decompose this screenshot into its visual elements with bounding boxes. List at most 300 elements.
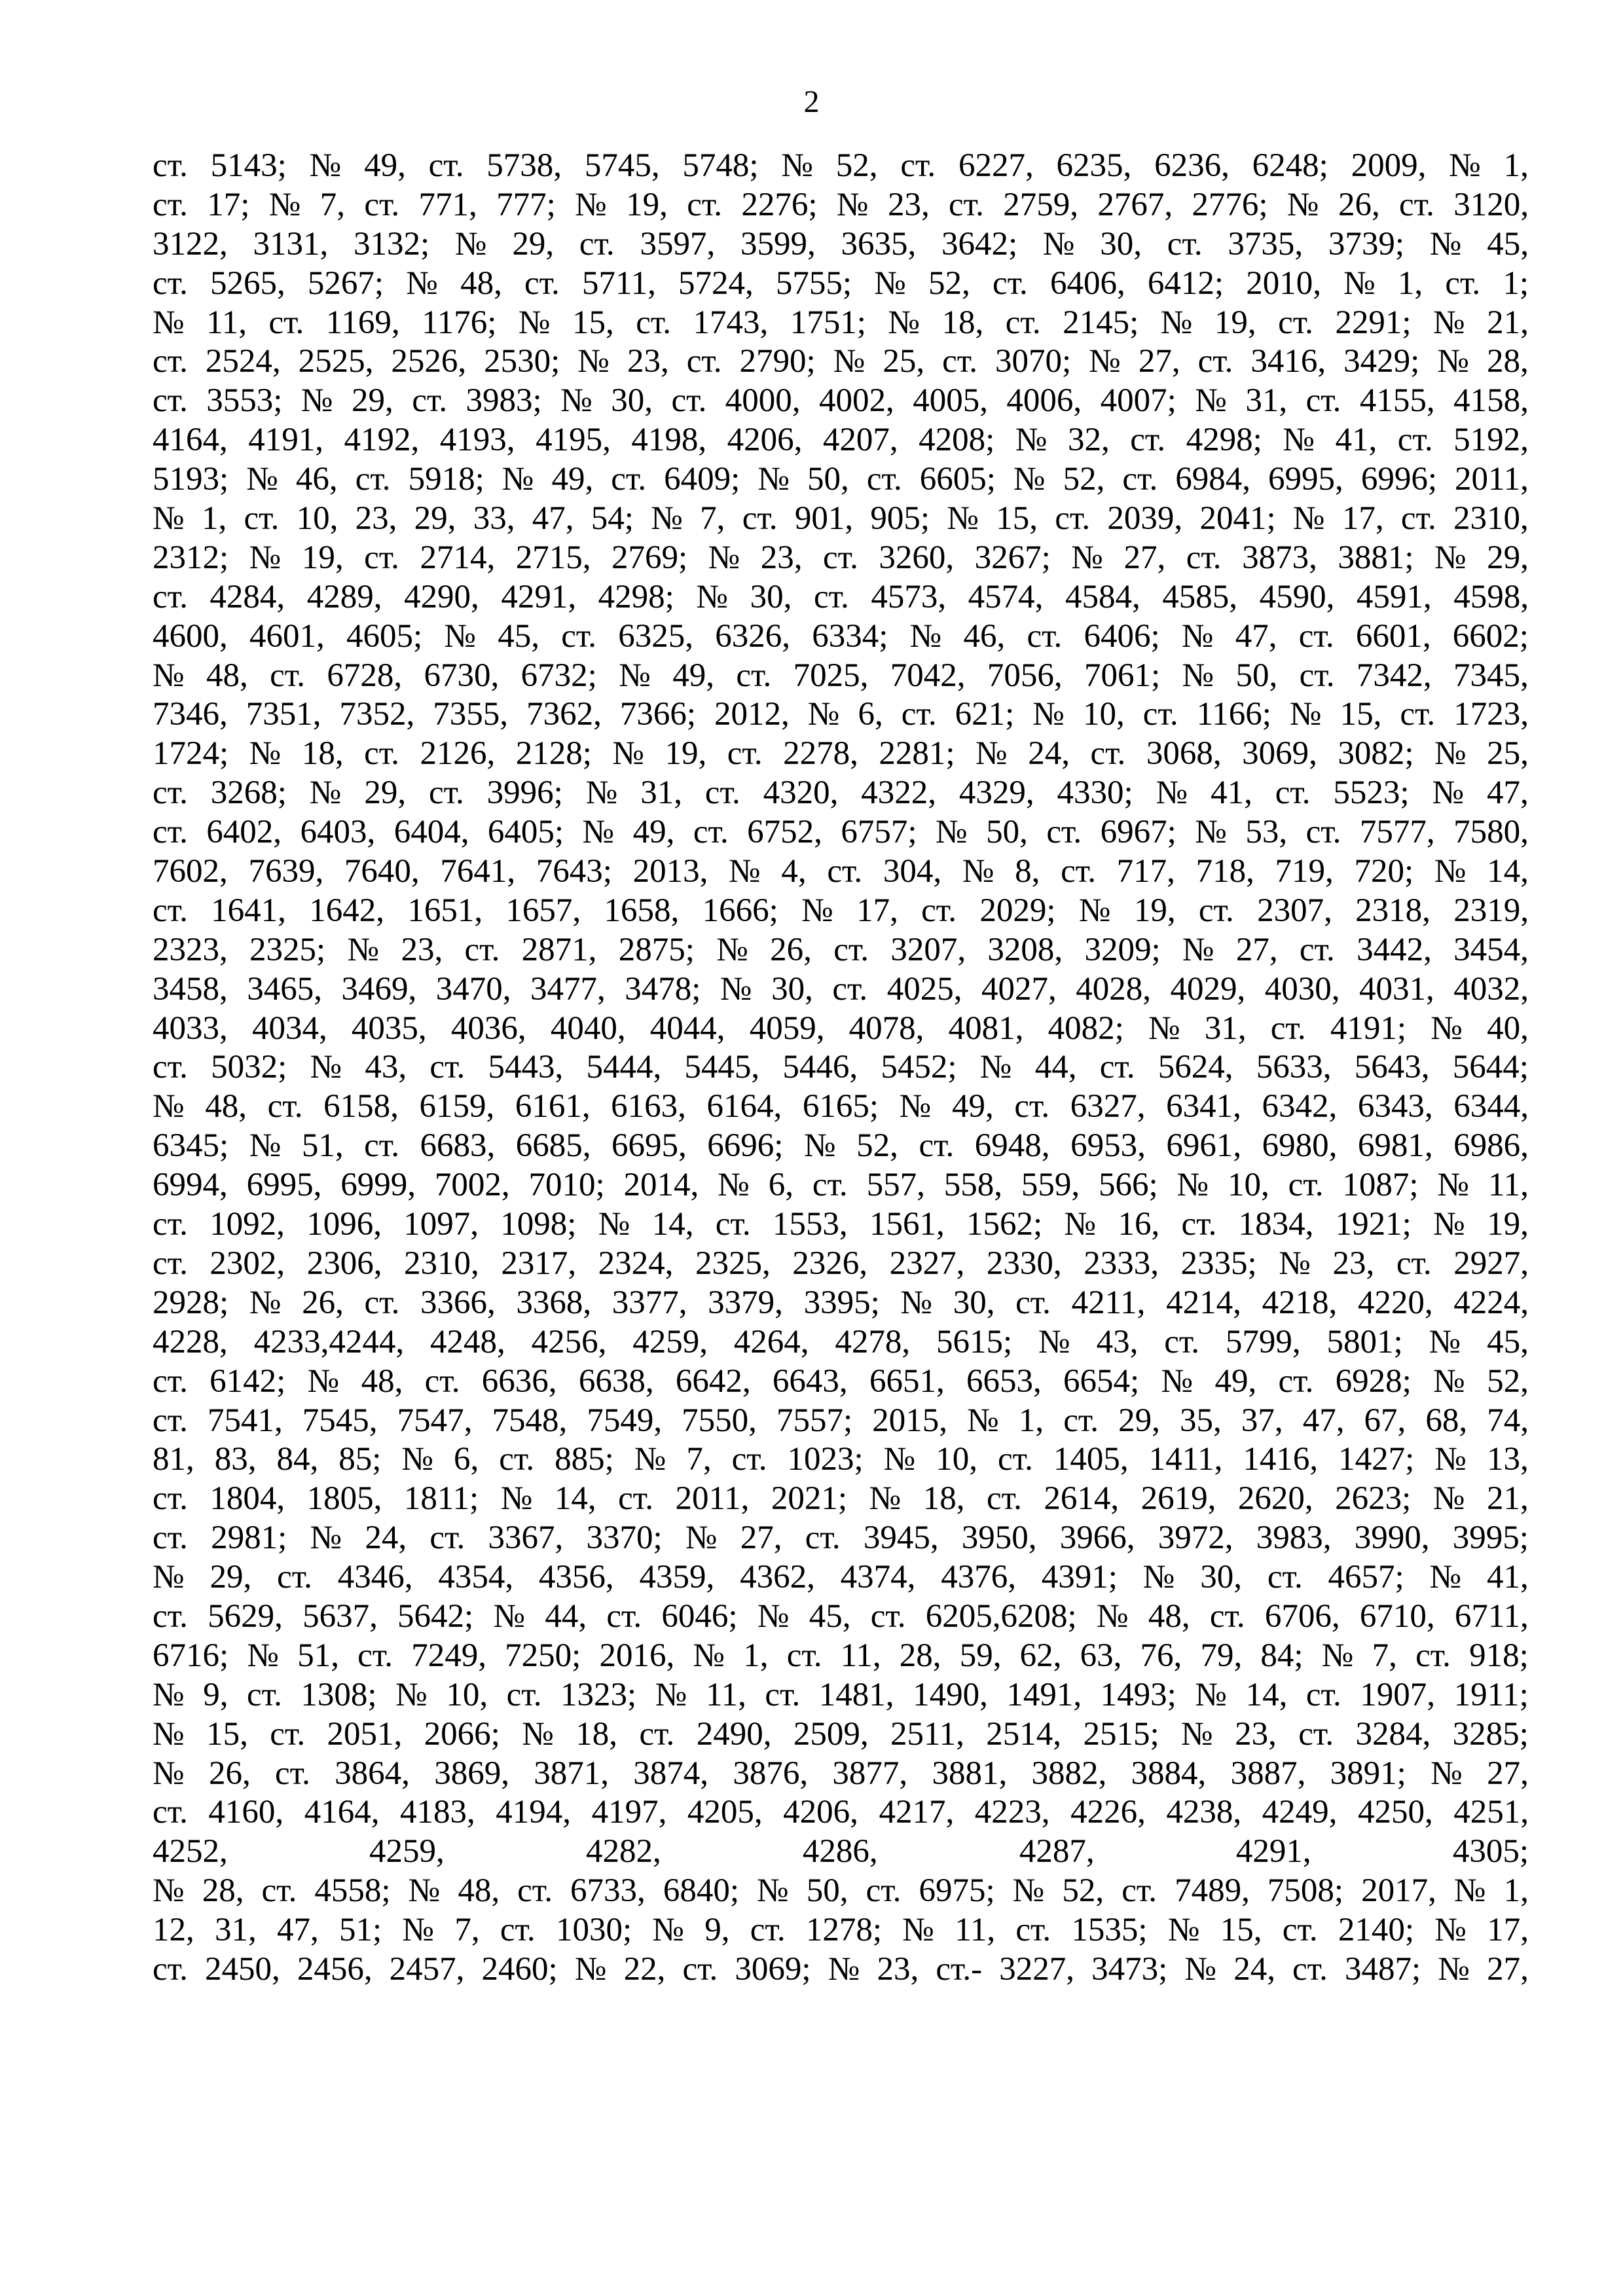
text-word: ст. (153, 1794, 188, 1831)
text-word: № (1434, 1912, 1467, 1949)
text-word: 79, (1200, 1637, 1243, 1674)
text-word: 6980, (1262, 1127, 1338, 1165)
text-word: ст. (1270, 1010, 1306, 1047)
text-word: 905; (870, 500, 930, 538)
text-word: 7, (686, 1441, 712, 1478)
text-word: 4007; (1100, 382, 1176, 420)
text-word: ст. (1015, 1284, 1051, 1321)
text-word: 1, (743, 1637, 769, 1674)
text-word: ст. (866, 461, 902, 498)
text-word: № (979, 1049, 1012, 1086)
text-word: № (801, 892, 833, 929)
text-line (153, 1519, 1529, 1558)
text-word: ст. (429, 1049, 465, 1086)
text-word: № (309, 774, 342, 812)
text-line (153, 1048, 1529, 1087)
text-word: № (1283, 422, 1315, 459)
text-word: 6409; (664, 461, 740, 498)
text-word: № (1429, 1323, 1461, 1360)
text-word: 4238, (1166, 1794, 1242, 1831)
text-word: № (1432, 774, 1465, 812)
text-word: 6344, (1453, 1088, 1529, 1125)
text-word: № (268, 186, 301, 223)
text-word: 5644; (1452, 1049, 1529, 1086)
text-word: 7541, (207, 1402, 283, 1439)
text-word: 32, (1068, 422, 1110, 459)
text-word: 6248; (1252, 147, 1328, 184)
text-word: 10, (446, 1676, 488, 1713)
text-word: 19, (1487, 1206, 1529, 1243)
text-word: 6205,6208; (925, 1597, 1077, 1635)
text-word: 4600, (153, 617, 228, 655)
body-text (153, 147, 1529, 1990)
text-word: 4233,4244, (253, 1323, 405, 1360)
text-word: 76, (1140, 1637, 1182, 1674)
text-word: 48, (460, 264, 502, 302)
text-word: 7, (1372, 1637, 1397, 1674)
text-word: ст. (1055, 500, 1091, 538)
text-word: 6651, (869, 1362, 945, 1400)
text-word: № (976, 735, 1008, 773)
text-word: 1427; (1338, 1441, 1415, 1478)
text-word: 3477, (530, 970, 606, 1008)
text-word: 1096, (306, 1206, 382, 1243)
text-word: 3950, (961, 1520, 1037, 1557)
text-word: 3368, (516, 1284, 592, 1321)
text-word: 6643, (772, 1362, 848, 1400)
text-word: 1658, (604, 892, 680, 929)
text-word: 19, (1214, 304, 1256, 341)
text-word: 1097, (403, 1206, 479, 1243)
text-word: 6752, (747, 814, 822, 851)
text-word: 1092, (210, 1206, 285, 1243)
text-word: № (401, 1441, 434, 1478)
text-word: 2041; (1199, 500, 1276, 538)
text-word: 4, (781, 853, 807, 890)
text-word: 4585, (1162, 578, 1238, 615)
text-word: 3966, (1059, 1520, 1135, 1557)
text-line (153, 1676, 1529, 1715)
text-word: ст. (750, 1912, 786, 1949)
text-word: № (395, 1676, 428, 1713)
text-word: 557, (866, 1167, 925, 1204)
text-word: 11, (840, 1637, 881, 1674)
text-word: 2310, (404, 1245, 479, 1282)
text-word: 23, (1332, 1245, 1375, 1282)
text-word: 4346, (337, 1559, 413, 1596)
text-word: 6343, (1357, 1088, 1433, 1125)
text-word: 4078, (848, 1010, 924, 1047)
text-word: 14, (651, 1206, 694, 1243)
text-word: 2281; (879, 735, 955, 773)
text-word: ст. (153, 1049, 188, 1086)
text-word: № (153, 1755, 185, 1792)
text-word: 4218, (1262, 1284, 1338, 1321)
text-word: 3370; (586, 1520, 663, 1557)
text-word: 4192, (344, 422, 420, 459)
text-word: ст. (1399, 186, 1434, 223)
text-word: ст. (1298, 617, 1334, 655)
text-word: ст. (687, 186, 723, 223)
text-word: 4164, (304, 1794, 380, 1831)
text-word: 6995, (1268, 461, 1343, 498)
text-word: 2871, (521, 931, 597, 968)
text-word: 3874, (633, 1755, 709, 1792)
text-word: № (501, 461, 534, 498)
text-word: 18, (922, 1480, 965, 1518)
text-word: № (493, 1597, 526, 1635)
text-word: № (574, 1950, 607, 1988)
text-word: 1743, (693, 304, 769, 341)
text-word: ст. (517, 1872, 553, 1910)
text-word: № (1142, 1559, 1175, 1596)
text-word: 4028, (1076, 970, 1151, 1008)
text-word: 4211, (1071, 1284, 1146, 1321)
text-word: 6730, (424, 657, 500, 694)
text-line (153, 970, 1529, 1010)
text-word: 6984, (1175, 461, 1250, 498)
text-word: 7545, (302, 1402, 378, 1439)
text-word: 15, (572, 304, 614, 341)
text-word: ст. (1027, 617, 1063, 655)
text-word: 2291; (1335, 304, 1412, 341)
text-word: 4601, (249, 617, 325, 655)
text-word: 4224, (1453, 1284, 1529, 1321)
text-word: № (720, 970, 752, 1008)
text-word: ст. (827, 853, 863, 890)
text-word: 7580, (1453, 814, 1529, 851)
text-word: ст. (1090, 735, 1126, 773)
text-word: 1411, (1148, 1441, 1223, 1478)
text-word: 6412; (1147, 264, 1224, 302)
text-word: 2330, (986, 1245, 1062, 1282)
text-word: № (1195, 382, 1227, 420)
text-word: № (153, 1559, 185, 1596)
text-word: 5445, (684, 1049, 760, 1086)
text-word: 2145; (1063, 304, 1139, 341)
text-word: 3635, (841, 225, 917, 263)
text-word: ст. (153, 147, 188, 184)
text-word: ст. (919, 1127, 955, 1165)
text-word: 4044, (649, 1010, 725, 1047)
text-word: 4005, (913, 382, 988, 420)
text-word: № (757, 1597, 790, 1635)
text-word: ст. (682, 1950, 718, 1988)
text-word: 26, (770, 931, 812, 968)
text-word: ст. (765, 1676, 801, 1713)
text-word: № (693, 1637, 725, 1674)
text-word: ст. (153, 264, 188, 302)
text-word: № (1195, 814, 1227, 851)
text-word: 10, (296, 500, 338, 538)
text-word: 22, (623, 1950, 666, 1988)
text-word: № (301, 382, 333, 420)
text-word: 2509, (793, 1715, 869, 1753)
text-word: № (153, 1872, 185, 1910)
text-word: 5633, (1256, 1049, 1332, 1086)
text-word: 1724; (153, 735, 229, 773)
text-line (153, 382, 1529, 421)
text-word: 4591, (1356, 578, 1432, 615)
text-word: 6999, (340, 1167, 416, 1204)
text-word: ст. (1164, 1323, 1200, 1360)
text-word: 3442, (1357, 931, 1432, 968)
text-word: 2623; (1335, 1480, 1412, 1518)
text-word: 3739; (1328, 225, 1405, 263)
text-word: 7557; (776, 1402, 853, 1439)
text-word: 3597, (640, 225, 716, 263)
text-word: 304, (883, 853, 942, 890)
text-word: № (598, 1206, 630, 1243)
text-line (153, 1755, 1529, 1794)
text-word: 7250; (505, 1637, 581, 1674)
text-word: 1023; (787, 1441, 864, 1478)
text-word: № (1071, 539, 1103, 576)
text-word: 1562; (966, 1206, 1043, 1243)
text-word: № (685, 1520, 718, 1557)
text-word: 2015, (872, 1402, 948, 1439)
text-word: 4322, (861, 774, 936, 812)
text-word: 3983, (1256, 1520, 1332, 1557)
text-word: № (309, 147, 342, 184)
text-word: 16, (1118, 1206, 1160, 1243)
text-word: ст. (153, 1480, 188, 1518)
text-word: 23, (877, 1950, 919, 1988)
text-word: 31, (640, 774, 682, 812)
text-word: 2325; (249, 931, 326, 968)
text-line (153, 1362, 1529, 1402)
text-line (153, 1950, 1529, 1990)
text-word: № (651, 500, 683, 538)
text-word: 2126, (420, 735, 496, 773)
text-line (153, 1127, 1529, 1166)
text-word: 8, (1015, 853, 1040, 890)
text-word: 5267; (307, 264, 384, 302)
text-word: 7362, (526, 696, 602, 733)
text-word: 17; (207, 186, 250, 223)
text-word: 2011, (675, 1480, 750, 1518)
text-word: 4251, (1453, 1794, 1529, 1831)
text-word: 6345; (153, 1127, 229, 1165)
text-word: 3884, (1131, 1755, 1207, 1792)
text-word: 1642, (309, 892, 384, 929)
text-word: № (1437, 1167, 1470, 1204)
text-word: 1911; (1453, 1676, 1529, 1713)
text-word: ст. (832, 970, 868, 1008)
text-line (153, 1597, 1529, 1637)
text-word: № (1078, 892, 1111, 929)
text-word: № (1321, 1637, 1354, 1674)
text-line (153, 500, 1529, 539)
text-word: № (619, 657, 651, 694)
text-word: ст. (424, 1362, 460, 1400)
text-word: 1641, (211, 892, 286, 929)
text-word: 4290, (404, 578, 479, 615)
text-word: 4320, (763, 774, 839, 812)
text-word: 7010; (528, 1167, 605, 1204)
text-word: 1405, (1053, 1441, 1129, 1478)
text-word: 1651, (407, 892, 483, 929)
text-word: № (249, 539, 282, 576)
text-word: 4376, (941, 1559, 1016, 1596)
text-word: ст. (1198, 892, 1234, 929)
text-word: ст. (1275, 774, 1311, 812)
text-word: № (153, 1088, 185, 1125)
text-word: ст. (805, 1520, 841, 1557)
text-word: 48, (206, 657, 248, 694)
text-word: 29, (512, 225, 555, 263)
text-word: 4191; (1330, 1010, 1406, 1047)
text-word: 2319, (1453, 892, 1529, 929)
text-line (153, 1440, 1529, 1480)
text-word: 3429; (1343, 343, 1420, 380)
text-word: 4286, (802, 1833, 878, 1870)
text-word: 3553; (206, 382, 283, 420)
text-word: 6995, (246, 1167, 322, 1204)
text-word: 7547, (397, 1402, 473, 1439)
text-word: № (454, 225, 487, 263)
text-word: 4250, (1357, 1794, 1433, 1831)
text-word: 4206, (727, 422, 803, 459)
text-word: 7, (454, 1912, 480, 1949)
text-word: 19, (1133, 892, 1176, 929)
text-word: 2302, (210, 1245, 285, 1282)
text-word: 29, (364, 774, 407, 812)
text-word: ст. (1063, 1402, 1099, 1439)
text-word: 7, (700, 500, 725, 538)
text-word: 4164, (153, 422, 228, 459)
text-word: 54; (591, 500, 634, 538)
text-word: № (874, 264, 906, 302)
text-word: 5745, (584, 147, 660, 184)
text-line (153, 304, 1529, 343)
text-word: 6967; (1100, 814, 1176, 851)
text-word: 9, (704, 1912, 730, 1949)
text-word: 6981, (1357, 1127, 1433, 1165)
text-word: 4259, (632, 1323, 708, 1360)
text-word: ст. (1181, 1206, 1217, 1243)
text-word: 4002, (819, 382, 894, 420)
text-word: 1723, (1453, 696, 1529, 733)
text-word: 47, (532, 500, 574, 538)
text-line (153, 931, 1529, 970)
text-word: 2312; (153, 539, 229, 576)
text-word: 7002, (434, 1167, 510, 1204)
text-word: 4249, (1262, 1794, 1338, 1831)
text-word: 4027, (981, 970, 1057, 1008)
text-word: 1278; (805, 1912, 883, 1949)
text-word: ст. (992, 264, 1028, 302)
text-word: 2017, (1361, 1872, 1436, 1910)
text-word: 7643; (536, 853, 612, 890)
text-word: ст. (153, 892, 188, 929)
text-word: № (708, 539, 740, 576)
text-word: 2490, (696, 1715, 772, 1753)
text-word: ст. (1142, 696, 1178, 733)
text-line (153, 892, 1529, 931)
text-word: 2021; (771, 1480, 848, 1518)
text-word: 18, (941, 304, 984, 341)
text-word: ст. (1305, 382, 1341, 420)
text-word: 4198, (631, 422, 707, 459)
text-word: 1098; (500, 1206, 577, 1243)
text-word: 4000, (725, 382, 801, 420)
text-word: 7355, (433, 696, 509, 733)
text-word: 29, (352, 382, 393, 420)
text-word: № (577, 343, 610, 380)
text-word: ст. (153, 1520, 188, 1557)
text-word: 6402, (206, 814, 282, 851)
text-word: ст. (987, 1480, 1022, 1518)
text-word: 7042, (890, 657, 966, 694)
text-word: 49, (951, 1088, 994, 1125)
text-word: 24, (1233, 1950, 1275, 1988)
text-word: № (307, 1362, 340, 1400)
text-word: 4032, (1453, 970, 1529, 1008)
text-word: № (888, 304, 921, 341)
text-word: 7345, (1453, 657, 1529, 694)
text-word: 6406, (1049, 264, 1125, 302)
text-word: 45, (498, 617, 539, 655)
text-word: № (1449, 147, 1481, 184)
text-word: 31, (1204, 1010, 1247, 1047)
text-word: 4195, (536, 422, 611, 459)
text-word: ст. (704, 774, 740, 812)
text-word: ст. (1278, 304, 1313, 341)
text-word: 3122, (153, 225, 228, 263)
text-word: 5443, (488, 1049, 564, 1086)
text-word: 7577, (1359, 814, 1435, 851)
text-word: 2524, (205, 343, 281, 380)
text-word: 3366, (420, 1284, 496, 1321)
text-word: ст. (153, 186, 188, 223)
text-word: ст. (1396, 1245, 1432, 1282)
text-word: 6601, (1355, 617, 1431, 655)
text-word: 3068, (1146, 735, 1222, 773)
text-word: 4256, (531, 1323, 607, 1360)
text-word: 7640, (344, 853, 420, 890)
text-word: 3260, (879, 539, 955, 576)
text-line (153, 225, 1529, 264)
text-word: ст. (715, 1206, 751, 1243)
text-word: № (716, 931, 748, 968)
text-word: ст. (1415, 1637, 1451, 1674)
text-word: 48, (1148, 1597, 1190, 1635)
text-word: 3377, (611, 1284, 687, 1321)
text-word: № (1184, 1950, 1217, 1988)
text-word: ст. (1099, 1049, 1135, 1086)
text-word: 49, (551, 461, 594, 498)
text-word: 2514, (986, 1715, 1062, 1753)
text-line (153, 1637, 1529, 1676)
text-word: 28, (1487, 343, 1529, 380)
text-word: 68, (1425, 1402, 1468, 1439)
text-word: 27, (1235, 931, 1278, 968)
text-line (153, 1205, 1529, 1245)
text-word: 6406; (1084, 617, 1160, 655)
text-word: ст. (267, 1088, 303, 1125)
text-word: ст. (561, 617, 597, 655)
text-word: 4183, (399, 1794, 475, 1831)
text-word: 901, (794, 500, 854, 538)
text-word: ст. (1305, 814, 1341, 851)
text-word: 1657, (505, 892, 581, 929)
text-word: 6728, (327, 657, 403, 694)
text-word: 33, (473, 500, 515, 538)
text-word: 2614, (1044, 1480, 1120, 1518)
text-word: ст. (270, 1715, 306, 1753)
text-word: 52, (1487, 1362, 1529, 1400)
